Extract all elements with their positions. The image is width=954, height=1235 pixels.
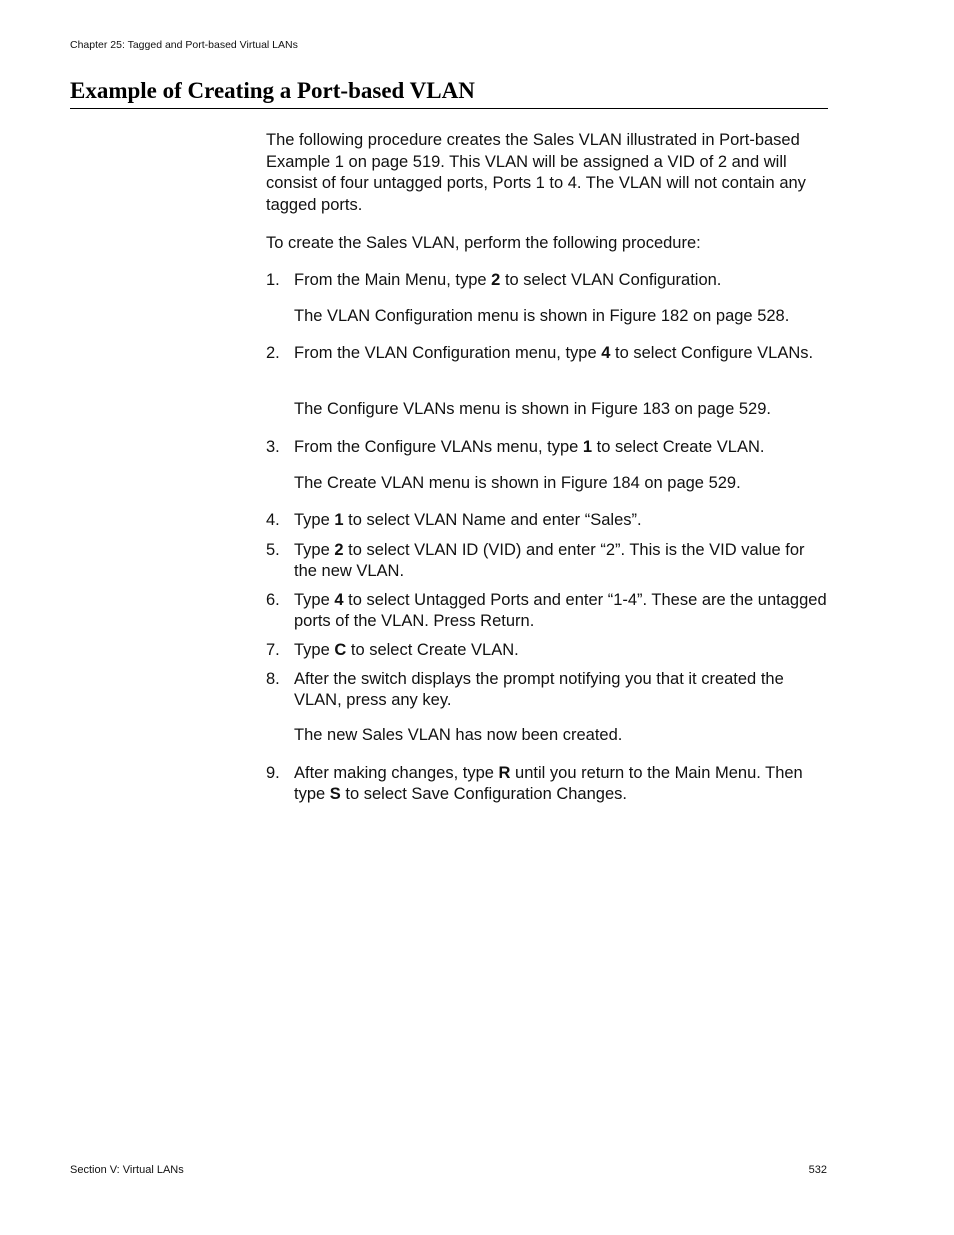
step-text: After the switch displays the prompt notifying you that it created the VLAN, press any key. [294,670,784,709]
step-text-post: to select VLAN Configuration. [500,271,722,289]
step-text [294,343,828,364]
step-text-post: to select Untagged Ports and enter “1-4”. These are the untagged ports of the VLAN. Press Return. [294,591,827,630]
step-number: 6. [266,591,280,609]
step-key: 2 [491,271,501,289]
intro-paragraph [266,130,828,216]
step-number: 9. [266,764,280,782]
step-1 [266,270,828,291]
step-text-pre: Type [294,591,335,609]
step-text-pre: From the Configure VLANs menu, type [294,438,583,456]
step-text-post: to select VLAN ID (VID) and enter “2”. This is the VID value for the new VLAN. [294,541,805,580]
step-key: 2 [334,541,344,559]
step-text [294,640,828,661]
running-header: Chapter 25: Tagged and Port-based Virtual LANs [70,39,298,51]
step-number: 2. [266,344,280,362]
step-key: R [498,764,511,782]
step-6 [266,590,828,632]
step-key: C [334,641,347,659]
step-3-note: The Create VLAN menu is shown in Figure 184 on page 529. [294,474,741,492]
step-2 [266,343,828,364]
step-number: 7. [266,641,280,659]
step-8-note: The new Sales VLAN has now been created. [294,726,623,744]
step-key: 4 [334,591,344,609]
step-text-mid: until you return to the Main Menu. Then type [294,764,803,803]
intro-paragraph-2 [266,233,828,255]
step-text-pre: From the VLAN Configuration menu, type [294,344,602,362]
step-text-pre: Type [294,511,335,529]
step-text [294,437,828,458]
step-text [294,510,828,531]
step-text [294,590,828,632]
step-text [294,540,828,582]
intro-text-2: To create the Sales VLAN, perform the following procedure: [266,234,701,252]
step-number: 5. [266,541,280,559]
step-number: 1. [266,271,280,289]
step-key: 1 [582,438,593,456]
step-number: 4. [266,511,280,529]
step-text-post: to select Configure VLANs. [610,344,814,362]
step-2-note: The Configure VLANs menu is shown in Figure 183 on page 529. [294,400,771,418]
step-1-note: The VLAN Configuration menu is shown in Figure 182 on page 528. [294,307,790,325]
step-text-post: to select Create VLAN. [592,438,765,456]
intro-text: The following procedure creates the Sales VLAN illustrated in Port-based Example 1 on page 519. This VLAN will be assigned a VID of 2 and will consist of four untagged ports, Ports 1 to 4. The VLAN will not contain any tagged ports. [266,131,806,214]
section-title: Example of Creating a Port-based VLAN [70,78,828,109]
step-text-post: to select VLAN Name and enter “Sales”. [343,511,642,529]
step-text-pre: After making changes, type [294,764,499,782]
step-text-pre: From the Main Menu, type [294,271,492,289]
step-8 [266,669,828,711]
step-key: 1 [334,511,344,529]
page-number: 532 [808,1164,827,1176]
step-3 [266,437,828,458]
footer-section: Section V: Virtual LANs [70,1164,184,1176]
step-text-post: to select Save Configuration Changes. [340,785,627,803]
step-text [294,270,828,291]
step-key-2: S [329,785,341,803]
step-number: 3. [266,438,280,456]
step-text-pre: Type [294,641,335,659]
step-5 [266,540,828,582]
step-text [294,763,828,805]
step-9 [266,763,828,805]
step-4 [266,510,828,531]
step-7 [266,640,828,661]
step-text-pre: Type [294,541,335,559]
step-text-post: to select Create VLAN. [346,641,519,659]
step-key: 4 [601,344,611,362]
step-number: 8. [266,670,280,688]
